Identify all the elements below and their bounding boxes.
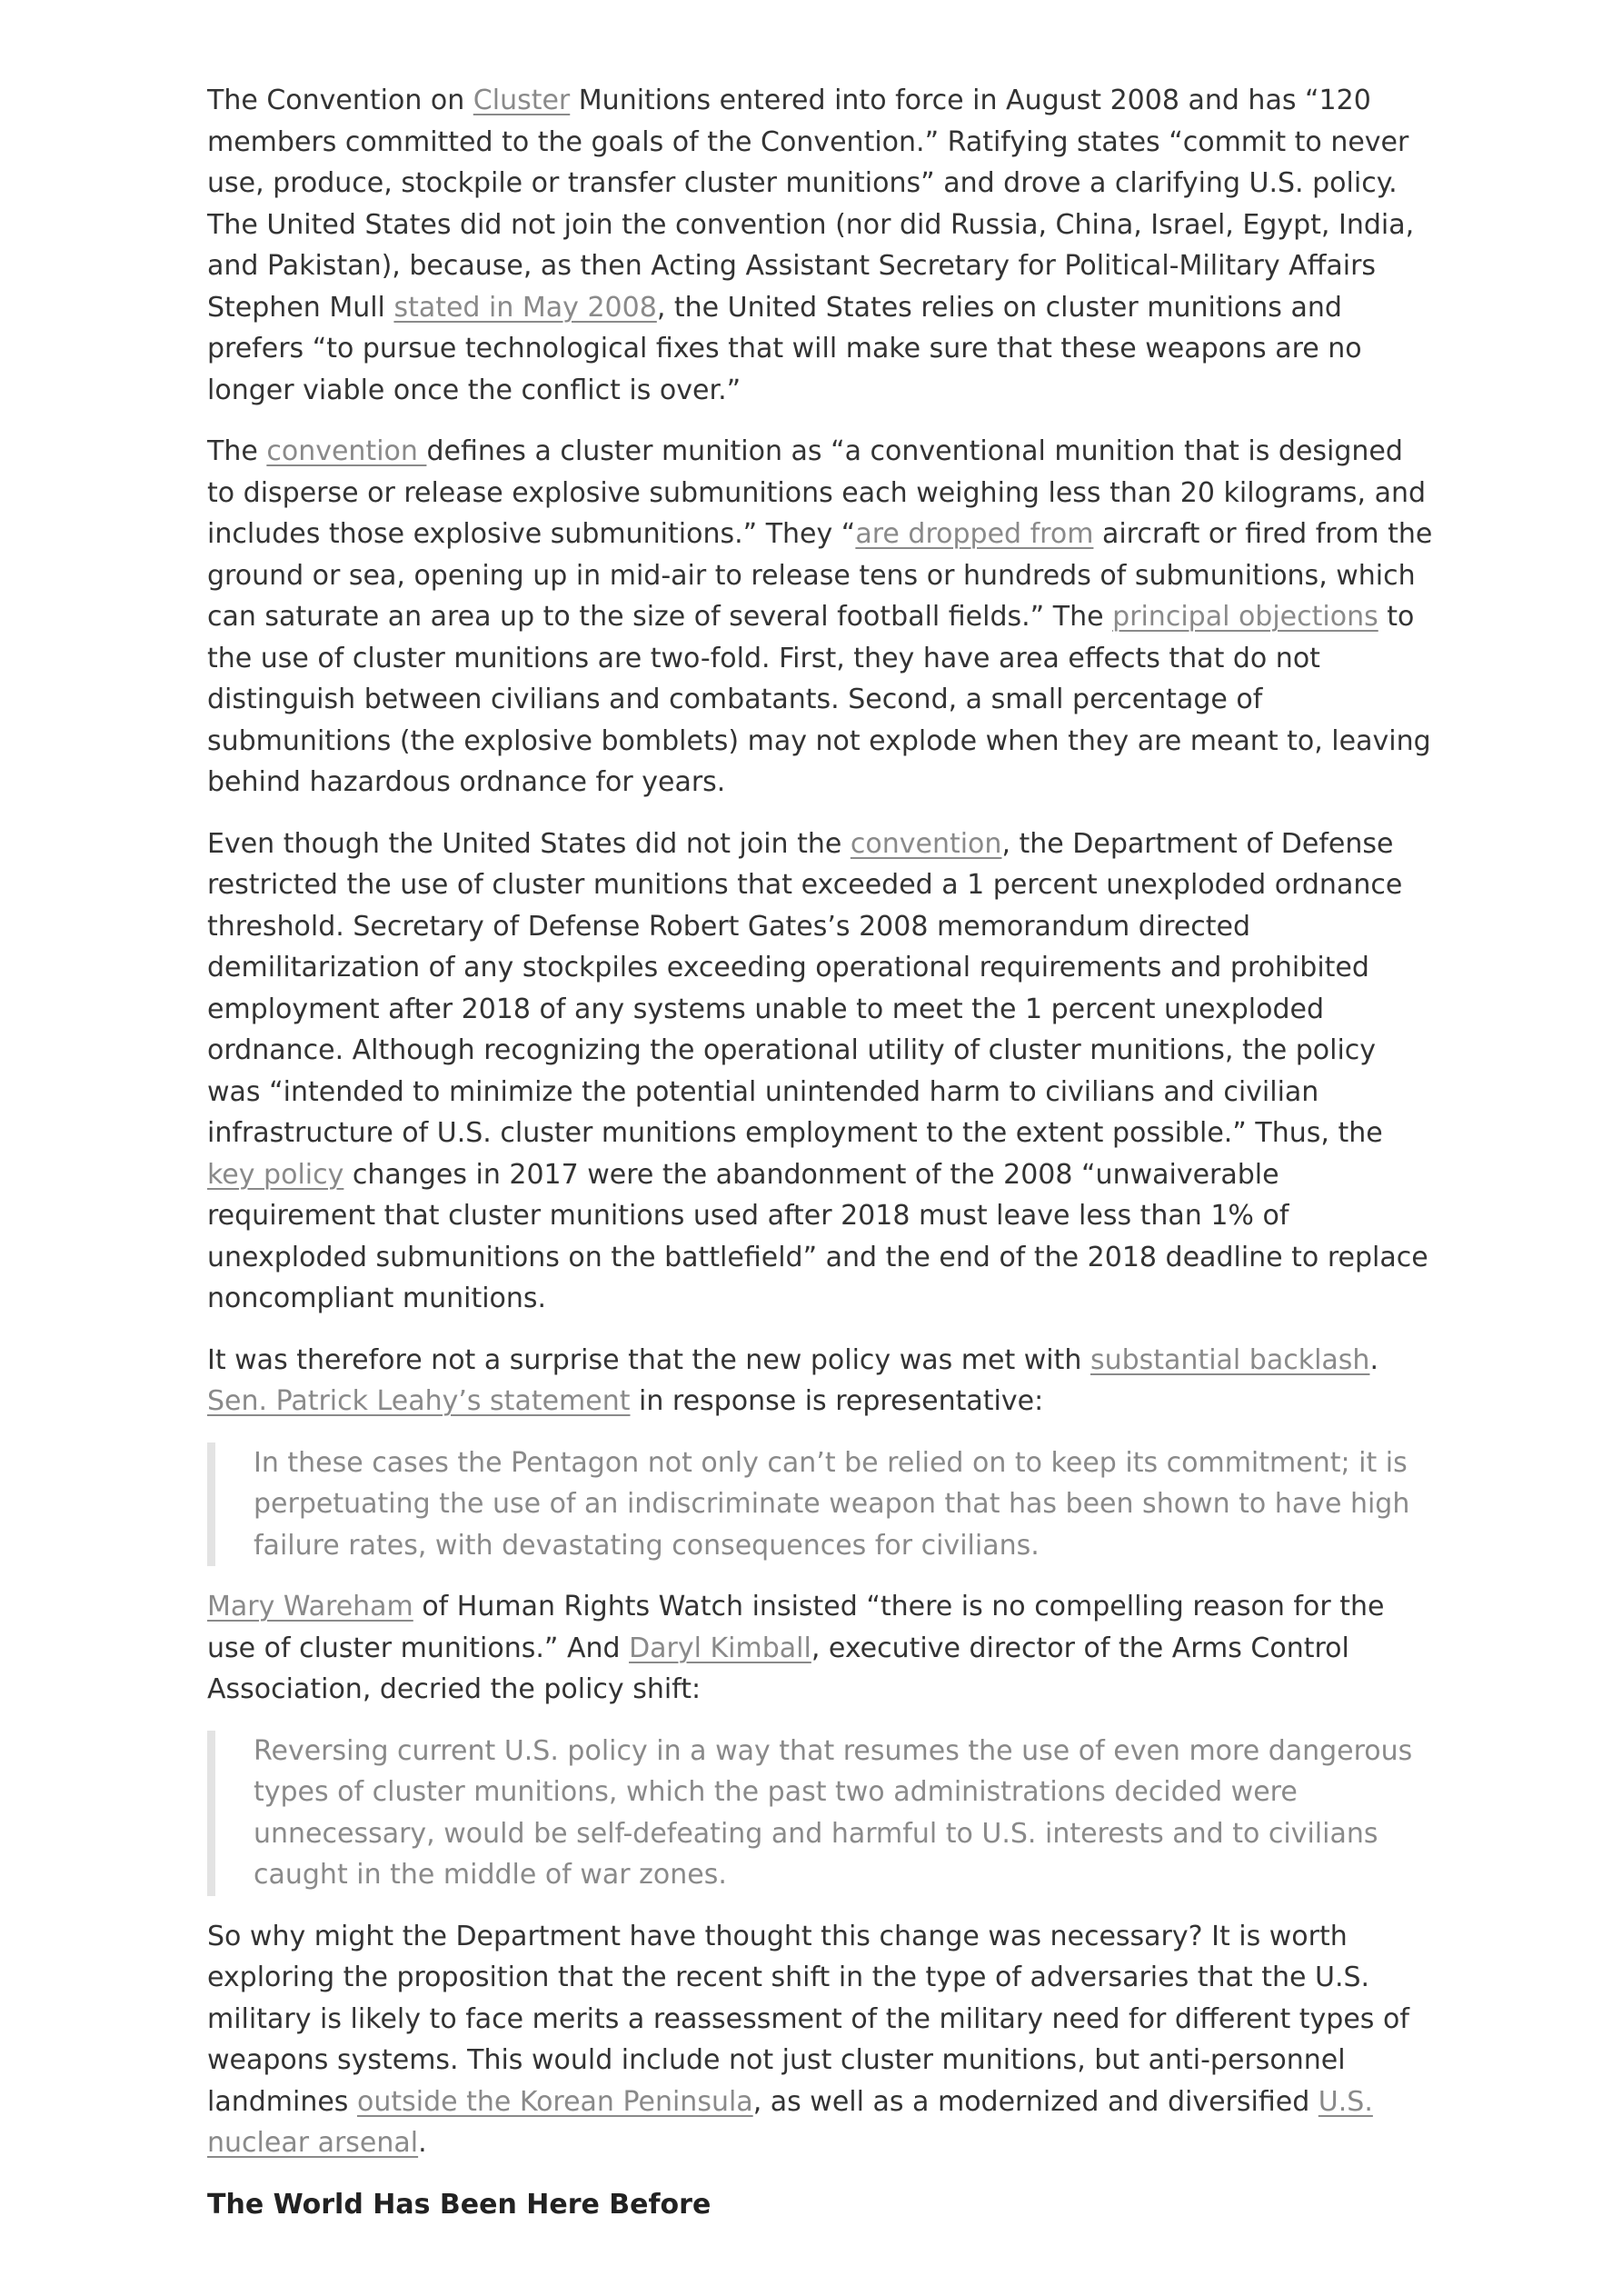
link-daryl-kimball[interactable]: Daryl Kimball	[629, 1632, 811, 1664]
text: Even though the United States did not join the	[207, 827, 851, 860]
text: in response is representative:	[630, 1385, 1044, 1417]
text: , as well as a modernized and diversified	[752, 2085, 1318, 2118]
link-stated-in-may-2008[interactable]: stated in May 2008	[393, 291, 657, 324]
text: Munitions entered into force in August 2008 and has “120 members committed to the goals of the Convention.” Ratifying states “commit to never use, produce, stockpile or transfer cluster munitions” and drove a clarifying U.S. policy. The United States did not join the convention (nor did Russia, China, Israel, Egypt, India, and Pakistan), because, as then Acting Assistant Secretary for Political-Military Affairs Stephen Mull	[207, 85, 1415, 324]
text: changes in 2017 were the abandonment of the 2008 “unwaiverable requirement that cluster munitions used after 2018 must leave less than 1% of unexploded submunitions on the battlefield” and the end of the 2018 deadline to replace noncompliant munitions.	[207, 1158, 1428, 1314]
link-substantial-backlash[interactable]: substantial backlash	[1090, 1343, 1370, 1376]
link-principal-objections[interactable]: principal objections	[1112, 601, 1378, 633]
link-leahy-statement[interactable]: Sen. Patrick Leahy’s statement	[207, 1385, 631, 1417]
link-outside-korean-peninsula[interactable]: outside the Korean Peninsula	[356, 2085, 753, 2118]
text: The	[207, 435, 267, 467]
paragraph-why-change	[207, 1916, 1434, 2164]
article-body	[207, 80, 1434, 2225]
text: , the Department of Defense restricted the use of cluster munitions that exceeded a 1 percent unexploded ordnance threshold. Secretary of Defense Robert Gates’s 2008 memorandum directed demilitarization of any stockpiles exceeding operational requirements and prohibited employment after 2018 of any systems unable to meet the 1 percent unexploded ordnance. Although recognizing the operational utility of cluster munitions, the policy was “intended to minimize the potential unintended harm to civilians and civilian infrastructure of U.S. cluster munitions employment to the extent possible.” Thus, the	[207, 827, 1403, 1149]
text: of Human Rights Watch insisted “there is no compelling reason for the use of cluster munitions.” And	[207, 1591, 1385, 1664]
text: to the use of cluster munitions are two-fold. First, they have area effects that do not distinguish between civilians and combatants. Second, a small percentage of submunitions (the explosive bomblets) may not explode when they are meant to, leaving behind hazardous ordnance for years.	[207, 601, 1431, 798]
link-cluster[interactable]: Cluster	[473, 85, 571, 116]
link-key-policy[interactable]: key policy	[207, 1158, 344, 1191]
paragraph-convention-overview	[207, 80, 1434, 411]
text: , executive director of the Arms Control Association, decried the policy shift:	[207, 1632, 1349, 1705]
text: So why might the Department have thought this change was necessary? It is worth exploring the proposition that the recent shift in the type of adversaries that the U.S. military is likely to face merits a reassessment of the military need for different types of weapons systems. This would include not just cluster munitions, but anti-personnel landmines	[207, 1920, 1409, 2118]
section-heading: The World Has Been Here Before	[207, 2188, 711, 2221]
link-are-dropped-from[interactable]: are dropped from	[855, 518, 1094, 550]
link-convention[interactable]: convention	[266, 435, 427, 467]
paragraph-backlash	[207, 1340, 1434, 1423]
link-convention-2[interactable]: convention	[850, 827, 1002, 860]
paragraph-definition	[207, 431, 1434, 804]
link-mary-wareham[interactable]: Mary Wareham	[207, 1591, 413, 1622]
blockquote-leahy: In these cases the Pentagon not only can’t be relied on to keep its commitment; it is perpetuating the use of an indiscriminate weapon that has been shown to have high failure rates, with devastating consequences for civilians.	[207, 1442, 1434, 1567]
text: .	[418, 2127, 427, 2159]
paragraph-hrw-kimball	[207, 1586, 1434, 1711]
link-us-nuclear-arsenal[interactable]: U.S. nuclear arsenal	[207, 2085, 1373, 2159]
text: aircraft or fired from the ground or sea, opening up in mid-air to release tens or hundreds of submunitions, which can saturate an area up to the size of several football fields.” The	[207, 518, 1433, 633]
text: , the United States relies on cluster munitions and prefers “to pursue technological fixes that will make sure that these weapons are no longer viable once the conflict is over.”	[207, 291, 1362, 406]
text: The Convention on	[207, 85, 473, 116]
blockquote-kimball: Reversing current U.S. policy in a way that resumes the use of even more dangerous types of cluster munitions, which the past two administrations decided were unnecessary, would be self-defeating and harmful to U.S. interests and to civilians caught in the middle of war zones.	[207, 1731, 1434, 1896]
text: .	[1369, 1343, 1378, 1376]
text: It was therefore not a surprise that the new policy was met with	[207, 1343, 1090, 1376]
text: defines a cluster munition as “a conventional munition that is designed to disperse or release explosive submunitions each weighing less than 20 kilograms, and includes those explosive submunitions.” They “	[207, 435, 1427, 550]
paragraph-dod-policy	[207, 824, 1434, 1320]
